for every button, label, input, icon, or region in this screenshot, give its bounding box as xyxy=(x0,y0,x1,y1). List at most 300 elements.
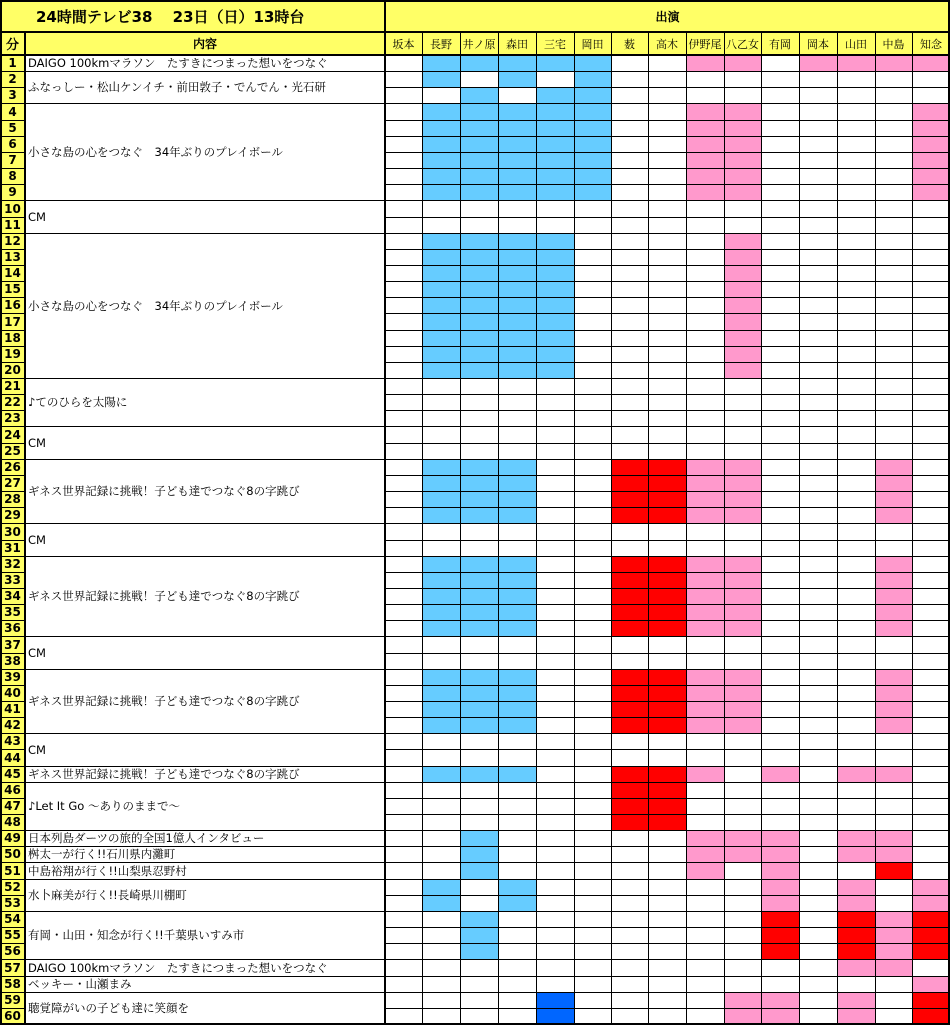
grid-line xyxy=(0,313,25,314)
grid-line xyxy=(0,620,25,621)
cast-cell xyxy=(686,103,724,120)
grid-line xyxy=(25,71,385,72)
cast-cell xyxy=(686,862,724,879)
minute-number: 56 xyxy=(0,943,25,959)
performer-header: 長野 xyxy=(422,32,460,55)
cast-cell xyxy=(536,120,574,136)
grid-line xyxy=(0,992,25,993)
grid-line xyxy=(0,927,25,928)
performer-header: 高木 xyxy=(648,32,686,55)
cast-cell xyxy=(837,846,875,862)
grid-line xyxy=(460,32,461,1024)
minute-number: 38 xyxy=(0,653,25,669)
grid-line xyxy=(0,572,25,573)
cast-cell xyxy=(460,120,498,136)
cast-cell xyxy=(498,346,536,362)
minute-header: 分 xyxy=(0,32,25,55)
grid-line xyxy=(25,879,385,880)
cast-cell xyxy=(422,281,460,297)
minute-number: 41 xyxy=(0,701,25,717)
minute-number: 30 xyxy=(0,523,25,540)
segment-label: 聴覚障がいの子ども達に笑顔を xyxy=(25,992,385,1024)
cast-cell xyxy=(912,152,950,168)
cast-cell xyxy=(724,717,761,733)
grid-line xyxy=(0,540,25,541)
cast-cell xyxy=(724,233,761,249)
grid-line xyxy=(0,846,25,847)
cast-cell xyxy=(536,346,574,362)
cast-cell xyxy=(648,491,686,507)
segment-label: 小さな島の心をつなぐ 34年ぶりのプレイボール xyxy=(25,103,385,200)
cast-cell xyxy=(460,87,498,103)
cast-cell xyxy=(460,249,498,265)
cast-cell xyxy=(912,120,950,136)
grid-line xyxy=(686,32,687,1024)
cast-cell xyxy=(611,766,648,782)
grid-line xyxy=(0,136,25,137)
grid-line xyxy=(0,636,25,637)
minute-number: 45 xyxy=(0,766,25,782)
grid-line xyxy=(385,378,950,379)
cast-cell xyxy=(648,588,686,604)
grid-line xyxy=(24,32,26,1024)
cast-cell xyxy=(422,265,460,281)
cast-cell xyxy=(574,71,611,87)
cast-cell xyxy=(912,184,950,200)
grid-line xyxy=(799,32,800,1024)
cast-cell xyxy=(536,281,574,297)
cast-cell xyxy=(875,507,912,523)
cast-cell xyxy=(724,136,761,152)
minute-number: 21 xyxy=(0,378,25,394)
cast-cell xyxy=(498,71,536,87)
cast-cell xyxy=(460,830,498,846)
segment-label: 桝太一が行く!!石川県内灘町 xyxy=(25,846,385,862)
grid-line xyxy=(385,103,950,104)
cast-cell xyxy=(498,330,536,346)
cast-cell xyxy=(498,895,536,911)
grid-line xyxy=(0,604,25,605)
cast-cell xyxy=(536,184,574,200)
segment-label: CM xyxy=(25,523,385,556)
cast-cell xyxy=(611,572,648,588)
cast-cell xyxy=(498,604,536,620)
grid-line xyxy=(385,604,950,605)
cast-cell xyxy=(498,717,536,733)
minute-number: 4 xyxy=(0,103,25,120)
cast-cell xyxy=(422,55,460,71)
cast-cell xyxy=(536,330,574,346)
cast-cell xyxy=(422,491,460,507)
minute-number: 20 xyxy=(0,362,25,378)
grid-line xyxy=(385,620,950,621)
segment-label: ギネス世界記録に挑戦！子ども達でつなぐ8の字跳び xyxy=(25,669,385,733)
grid-line xyxy=(385,653,950,654)
cast-cell xyxy=(686,830,724,846)
segment-label: CM xyxy=(25,426,385,459)
cast-cell xyxy=(837,895,875,911)
segment-label: DAIGO 100kmマラソン たすきにつまった想いをつなぐ xyxy=(25,55,385,71)
cast-cell xyxy=(460,701,498,717)
cast-cell xyxy=(498,233,536,249)
cast-cell xyxy=(686,491,724,507)
cast-cell xyxy=(761,895,799,911)
cast-cell xyxy=(460,943,498,959)
grid-line xyxy=(385,766,950,767)
cast-cell xyxy=(875,846,912,862)
grid-line xyxy=(0,669,25,670)
grid-line xyxy=(385,168,950,169)
grid-line xyxy=(385,426,950,427)
grid-line xyxy=(0,879,25,880)
cast-cell xyxy=(460,184,498,200)
minute-number: 37 xyxy=(0,636,25,653)
grid-line xyxy=(385,1008,950,1009)
grid-line xyxy=(25,426,385,427)
cast-cell xyxy=(536,87,574,103)
cast-cell xyxy=(724,992,761,1008)
cast-cell xyxy=(460,588,498,604)
minute-number: 28 xyxy=(0,491,25,507)
segment-label: ♪Let It Go ～ありのままで～ xyxy=(25,782,385,830)
performer-header: 岡田 xyxy=(574,32,611,55)
grid-line xyxy=(0,426,25,427)
cast-cell xyxy=(724,1008,761,1024)
cast-cell xyxy=(875,766,912,782)
cast-cell xyxy=(875,55,912,71)
grid-line xyxy=(385,556,950,557)
minute-number: 36 xyxy=(0,620,25,636)
grid-line xyxy=(0,798,25,799)
grid-line xyxy=(25,523,385,524)
page-title: 24時間テレビ38 23日（日）13時台 xyxy=(0,0,385,32)
cast-cell xyxy=(724,588,761,604)
cast-cell xyxy=(686,184,724,200)
cast-cell xyxy=(460,152,498,168)
cast-cell xyxy=(422,620,460,636)
cast-cell xyxy=(611,475,648,491)
cast-cell xyxy=(611,556,648,572)
minute-number: 19 xyxy=(0,346,25,362)
cast-cell xyxy=(912,55,950,71)
performer-header: 有岡 xyxy=(761,32,799,55)
cast-cell xyxy=(498,103,536,120)
grid-line xyxy=(25,766,385,767)
cast-cell xyxy=(574,55,611,71)
minute-number: 48 xyxy=(0,814,25,830)
grid-line xyxy=(25,200,385,201)
grid-line xyxy=(385,475,950,476)
cast-cell xyxy=(648,475,686,491)
grid-line xyxy=(837,32,838,1024)
cast-cell xyxy=(648,669,686,685)
grid-line xyxy=(385,523,950,524)
grid-line xyxy=(0,653,25,654)
minute-number: 33 xyxy=(0,572,25,588)
segment-label: ギネス世界記録に挑戦！子ども達でつなぐ8の字跳び xyxy=(25,556,385,636)
cast-cell xyxy=(724,491,761,507)
cast-cell xyxy=(875,959,912,976)
cast-header: 出演 xyxy=(385,0,950,32)
cast-cell xyxy=(422,313,460,330)
grid-line xyxy=(385,120,950,121)
cast-cell xyxy=(875,620,912,636)
minute-number: 13 xyxy=(0,249,25,265)
cast-cell xyxy=(648,782,686,798)
cast-cell xyxy=(460,297,498,313)
cast-cell xyxy=(498,55,536,71)
cast-cell xyxy=(498,685,536,701)
cast-cell xyxy=(686,459,724,475)
grid-line xyxy=(0,346,25,347)
minute-number: 3 xyxy=(0,87,25,103)
grid-line xyxy=(385,846,950,847)
cast-cell xyxy=(875,669,912,685)
minute-number: 22 xyxy=(0,394,25,410)
performer-header: 井ノ原 xyxy=(460,32,498,55)
cast-cell xyxy=(837,830,875,846)
minute-number: 7 xyxy=(0,152,25,168)
grid-line xyxy=(648,32,649,1024)
cast-cell xyxy=(460,362,498,378)
cast-cell xyxy=(422,168,460,184)
cast-cell xyxy=(460,459,498,475)
cast-cell xyxy=(611,782,648,798)
grid-line xyxy=(0,475,25,476)
cast-cell xyxy=(875,556,912,572)
cast-cell xyxy=(422,136,460,152)
minute-number: 50 xyxy=(0,846,25,862)
cast-cell xyxy=(611,814,648,830)
grid-line xyxy=(385,200,950,201)
grid-line xyxy=(385,927,950,928)
segment-label: ♪てのひらを太陽に xyxy=(25,378,385,426)
cast-cell xyxy=(498,572,536,588)
cast-cell xyxy=(536,992,574,1008)
cast-cell xyxy=(498,136,536,152)
cast-cell xyxy=(422,669,460,685)
cast-cell xyxy=(574,168,611,184)
content-header: 内容 xyxy=(25,32,385,55)
cast-cell xyxy=(498,281,536,297)
cast-cell xyxy=(686,766,724,782)
grid-line xyxy=(25,862,385,863)
grid-line xyxy=(385,782,950,783)
cast-cell xyxy=(724,120,761,136)
grid-line xyxy=(0,394,25,395)
grid-line xyxy=(0,830,25,831)
grid-line xyxy=(0,281,25,282)
cast-cell xyxy=(837,911,875,927)
cast-cell xyxy=(498,184,536,200)
minute-number: 34 xyxy=(0,588,25,604)
cast-cell xyxy=(837,992,875,1008)
cast-cell xyxy=(422,507,460,523)
grid-line xyxy=(385,491,950,492)
cast-cell xyxy=(686,669,724,685)
cast-cell xyxy=(498,459,536,475)
grid-line xyxy=(0,410,25,411)
cast-cell xyxy=(422,588,460,604)
cast-cell xyxy=(460,507,498,523)
grid-line xyxy=(385,297,950,298)
cast-cell xyxy=(498,168,536,184)
grid-line xyxy=(422,32,423,1024)
grid-line xyxy=(0,330,25,331)
minute-number: 54 xyxy=(0,911,25,927)
cast-cell xyxy=(912,1008,950,1024)
cast-cell xyxy=(460,475,498,491)
cast-cell xyxy=(724,846,761,862)
cast-cell xyxy=(460,927,498,943)
grid-line xyxy=(0,701,25,702)
cast-cell xyxy=(724,669,761,685)
cast-cell xyxy=(422,330,460,346)
grid-line xyxy=(385,959,950,960)
minute-number: 53 xyxy=(0,895,25,911)
cast-cell xyxy=(724,830,761,846)
cast-cell xyxy=(686,152,724,168)
grid-line xyxy=(0,685,25,686)
cast-cell xyxy=(875,572,912,588)
grid-line xyxy=(0,120,25,121)
cast-cell xyxy=(460,620,498,636)
grid-line xyxy=(385,830,950,831)
minute-number: 10 xyxy=(0,200,25,217)
cast-cell xyxy=(460,103,498,120)
cast-cell xyxy=(574,120,611,136)
cast-cell xyxy=(460,556,498,572)
grid-line xyxy=(0,200,25,201)
minute-number: 49 xyxy=(0,830,25,846)
minute-number: 57 xyxy=(0,959,25,976)
minute-number: 18 xyxy=(0,330,25,346)
cast-cell xyxy=(875,491,912,507)
performer-header: 三宅 xyxy=(536,32,574,55)
grid-line xyxy=(385,87,950,88)
cast-cell xyxy=(422,103,460,120)
grid-line xyxy=(385,588,950,589)
cast-cell xyxy=(498,152,536,168)
cast-cell xyxy=(875,927,912,943)
grid-line xyxy=(25,233,385,234)
cast-cell xyxy=(912,103,950,120)
grid-line xyxy=(25,782,385,783)
minute-number: 40 xyxy=(0,685,25,701)
cast-cell xyxy=(498,265,536,281)
grid-line xyxy=(0,862,25,863)
grid-line xyxy=(385,976,950,977)
cast-cell xyxy=(686,620,724,636)
grid-line xyxy=(385,572,950,573)
grid-line xyxy=(0,87,25,88)
minute-number: 24 xyxy=(0,426,25,443)
cast-cell xyxy=(912,879,950,895)
cast-cell xyxy=(536,136,574,152)
cast-cell xyxy=(460,265,498,281)
grid-line xyxy=(385,313,950,314)
cast-cell xyxy=(686,136,724,152)
segment-label: 小さな島の心をつなぐ 34年ぶりのプレイボール xyxy=(25,233,385,378)
minute-number: 29 xyxy=(0,507,25,523)
cast-cell xyxy=(574,103,611,120)
cast-cell xyxy=(875,604,912,620)
cast-cell xyxy=(648,766,686,782)
minute-number: 12 xyxy=(0,233,25,249)
minute-number: 25 xyxy=(0,443,25,459)
grid-line xyxy=(385,733,950,734)
cast-cell xyxy=(498,362,536,378)
cast-cell xyxy=(837,55,875,71)
grid-line xyxy=(385,362,950,363)
minute-number: 42 xyxy=(0,717,25,733)
cast-cell xyxy=(837,879,875,895)
cast-cell xyxy=(536,249,574,265)
grid-line xyxy=(25,733,385,734)
cast-cell xyxy=(875,685,912,701)
cast-cell xyxy=(422,152,460,168)
grid-line xyxy=(25,103,385,104)
cast-cell xyxy=(686,55,724,71)
grid-line xyxy=(385,71,950,72)
grid-line xyxy=(385,281,950,282)
cast-cell xyxy=(498,879,536,895)
minute-number: 32 xyxy=(0,556,25,572)
grid-line xyxy=(385,943,950,944)
cast-cell xyxy=(724,604,761,620)
minute-number: 60 xyxy=(0,1008,25,1024)
minute-number: 14 xyxy=(0,265,25,281)
performer-header: 山田 xyxy=(837,32,875,55)
cast-cell xyxy=(460,911,498,927)
cast-cell xyxy=(875,475,912,491)
minute-number: 11 xyxy=(0,217,25,233)
cast-cell xyxy=(611,620,648,636)
grid-line xyxy=(385,410,950,411)
grid-line xyxy=(498,32,499,1024)
grid-line xyxy=(25,378,385,379)
cast-cell xyxy=(460,330,498,346)
cast-cell xyxy=(912,168,950,184)
grid-line xyxy=(0,459,25,460)
grid-line xyxy=(25,976,385,977)
grid-line xyxy=(385,217,950,218)
grid-line xyxy=(0,733,25,734)
grid-line xyxy=(385,701,950,702)
grid-line xyxy=(385,184,950,185)
cast-cell xyxy=(498,766,536,782)
cast-cell xyxy=(648,798,686,814)
segment-label: ふなっしー・松山ケンイチ・前田敦子・でんでん・光石研 xyxy=(25,71,385,103)
grid-line xyxy=(25,636,385,637)
cast-cell xyxy=(536,168,574,184)
cast-cell xyxy=(422,120,460,136)
cast-cell xyxy=(912,911,950,927)
cast-cell xyxy=(422,766,460,782)
grid-line xyxy=(385,911,950,912)
cast-cell xyxy=(498,313,536,330)
minute-number: 2 xyxy=(0,71,25,87)
cast-cell xyxy=(422,233,460,249)
cast-cell xyxy=(574,152,611,168)
cast-cell xyxy=(875,862,912,879)
cast-cell xyxy=(460,491,498,507)
cast-cell xyxy=(724,362,761,378)
minute-number: 52 xyxy=(0,879,25,895)
cast-cell xyxy=(422,685,460,701)
cast-cell xyxy=(422,297,460,313)
cast-cell xyxy=(686,556,724,572)
